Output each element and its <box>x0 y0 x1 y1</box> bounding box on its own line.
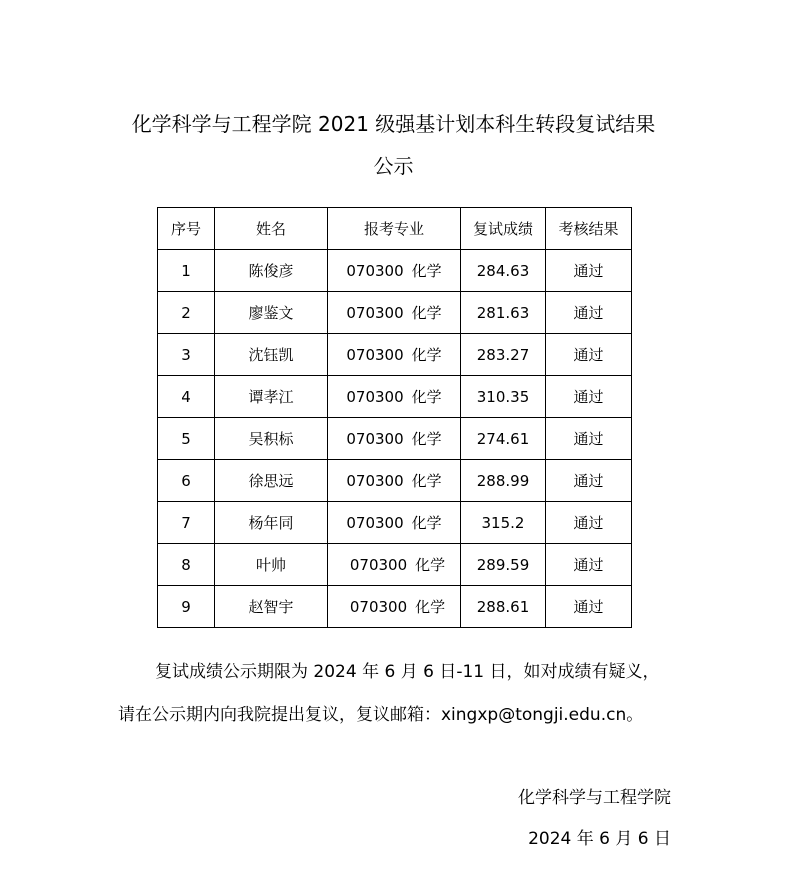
result: 通过 <box>546 250 632 292</box>
major-cell <box>328 586 461 628</box>
score: 284.63 <box>461 250 546 292</box>
major-code: 070300 <box>346 304 404 322</box>
header-result: 考核结果 <box>546 208 632 250</box>
major-cell <box>328 502 461 544</box>
table-row <box>158 376 632 418</box>
table-row <box>158 460 632 502</box>
student-name: 吴积标 <box>215 418 328 460</box>
result: 通过 <box>546 502 632 544</box>
score: 288.99 <box>461 460 546 502</box>
row-number: 3 <box>158 334 215 376</box>
result: 通过 <box>546 292 632 334</box>
document-title-continued: 公示 <box>373 154 414 178</box>
table-row <box>158 502 632 544</box>
major-name: 化学 <box>411 346 442 364</box>
major-name: 化学 <box>411 472 442 490</box>
major-code: 070300 <box>346 472 404 490</box>
row-number: 9 <box>158 586 215 628</box>
score: 274.61 <box>461 418 546 460</box>
student-name: 廖鉴文 <box>215 292 328 334</box>
result: 通过 <box>546 376 632 418</box>
student-name: 赵智宇 <box>215 586 328 628</box>
major-cell <box>328 544 461 586</box>
header-number: 序号 <box>158 208 215 250</box>
result: 通过 <box>546 586 632 628</box>
student-name: 沈钰凯 <box>215 334 328 376</box>
student-name: 谭孝江 <box>215 376 328 418</box>
table-row <box>158 250 632 292</box>
row-number: 8 <box>158 544 215 586</box>
header-name: 姓名 <box>215 208 328 250</box>
row-number: 5 <box>158 418 215 460</box>
signature-organization: 化学科学与工程学院 <box>518 788 671 808</box>
table-row <box>158 544 632 586</box>
major-code: 070300 <box>349 598 408 616</box>
result: 通过 <box>546 460 632 502</box>
major-name: 化学 <box>415 556 446 574</box>
major-name: 化学 <box>411 304 442 322</box>
result: 通过 <box>546 418 632 460</box>
major-cell <box>328 334 461 376</box>
row-number: 7 <box>158 502 215 544</box>
major-code: 070300 <box>349 556 408 574</box>
major-name: 化学 <box>415 598 446 616</box>
major-cell <box>328 418 461 460</box>
major-cell <box>328 460 461 502</box>
score: 289.59 <box>461 544 546 586</box>
student-name: 杨年同 <box>215 502 328 544</box>
major-code: 070300 <box>346 388 404 406</box>
table-row <box>158 418 632 460</box>
results-table <box>157 207 632 628</box>
row-number: 1 <box>158 250 215 292</box>
table-row <box>158 334 632 376</box>
score: 283.27 <box>461 334 546 376</box>
major-code: 070300 <box>346 262 404 280</box>
major-code: 070300 <box>346 514 404 532</box>
result: 通过 <box>546 334 632 376</box>
document-title: 化学科学与工程学院 2021 级强基计划本科生转段复试结果 <box>131 112 656 136</box>
result: 通过 <box>546 544 632 586</box>
score: 281.63 <box>461 292 546 334</box>
row-number: 4 <box>158 376 215 418</box>
table-row <box>158 292 632 334</box>
major-cell <box>328 250 461 292</box>
major-code: 070300 <box>346 430 404 448</box>
major-name: 化学 <box>411 388 442 406</box>
major-cell <box>328 376 461 418</box>
student-name: 叶帅 <box>215 544 328 586</box>
major-name: 化学 <box>411 262 442 280</box>
student-name: 徐思远 <box>215 460 328 502</box>
student-name: 陈俊彦 <box>215 250 328 292</box>
header-major: 报考专业 <box>328 208 461 250</box>
header-score: 复试成绩 <box>461 208 546 250</box>
major-cell <box>328 292 461 334</box>
signature-date: 2024 年 6 月 6 日 <box>528 829 671 849</box>
notice-paragraph-continued: 请在公示期内向我院提出复议，复议邮箱：xingxp@tongji.edu.cn。 <box>118 705 644 725</box>
notice-paragraph: 复试成绩公示期限为 2024 年 6 月 6 日-11 日，如对成绩有疑义， <box>155 662 660 682</box>
major-name: 化学 <box>411 430 442 448</box>
table-row <box>158 586 632 628</box>
score: 310.35 <box>461 376 546 418</box>
score: 288.61 <box>461 586 546 628</box>
score: 315.2 <box>461 502 546 544</box>
major-name: 化学 <box>411 514 442 532</box>
major-code: 070300 <box>346 346 404 364</box>
row-number: 2 <box>158 292 215 334</box>
table-header-row <box>158 208 632 250</box>
row-number: 6 <box>158 460 215 502</box>
